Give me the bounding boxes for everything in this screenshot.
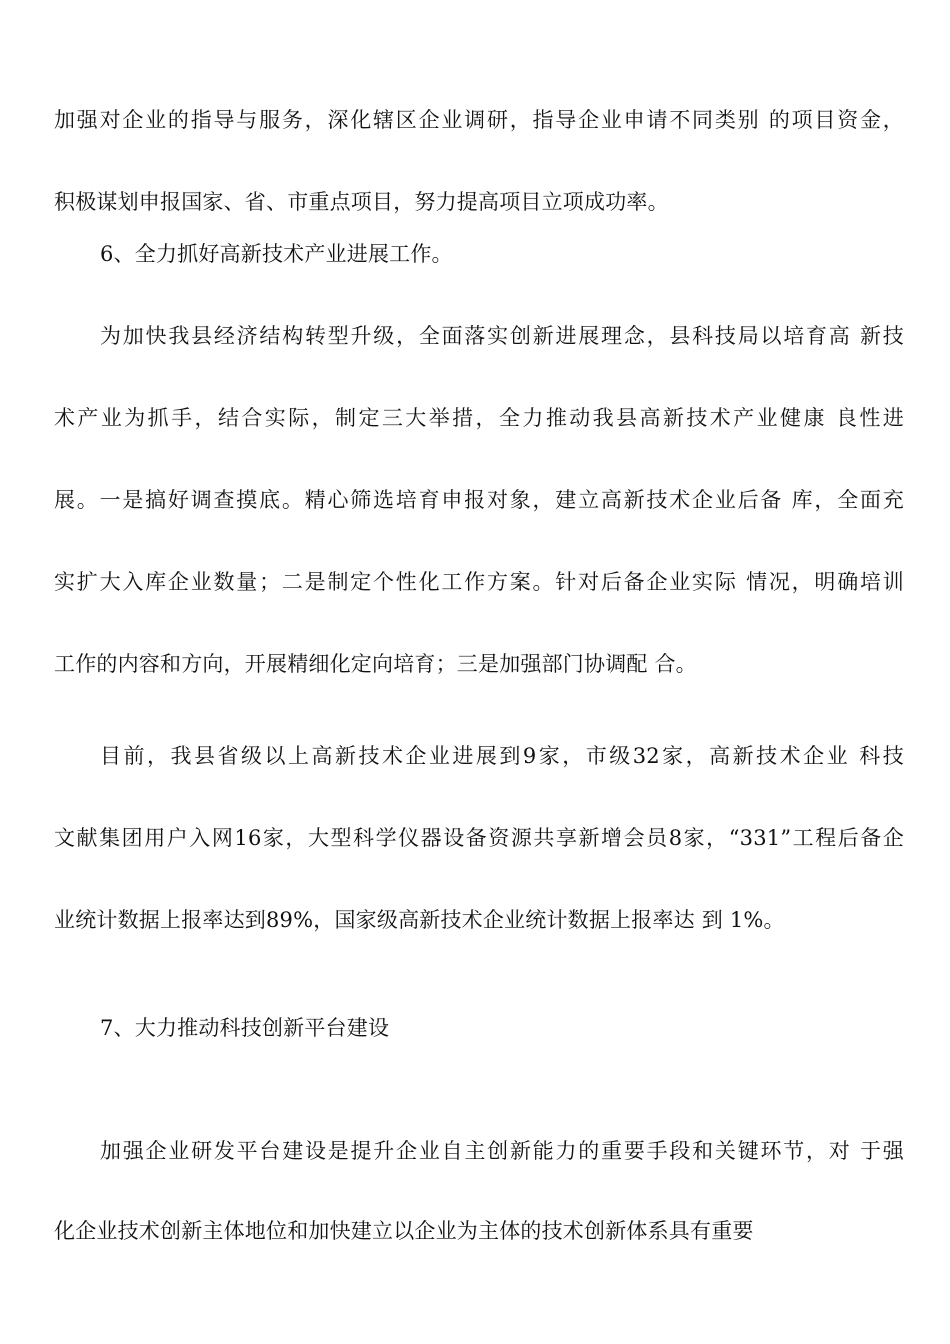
paragraph-line: 文献集团用户入网16家，大型科学仪器设备资源共享新增会员8家，“331”工程后备企 [54,826,904,850]
paragraph-line: 为加快我县经济结构转型升级，全面落实创新进展理念，县科技局以培育高 新技 [100,324,904,348]
paragraph-line: 展。一是搞好调查摸底。精心筛选培育申报对象，建立高新技术企业后备 库，全面充 [54,488,904,512]
paragraph-line: 积极谋划申报国家、省、市重点项目，努力提高项目立项成功率。 [54,190,669,214]
paragraph-line: 加强企业研发平台建设是提升企业自主创新能力的重要手段和关键环节，对 于强 [100,1139,904,1163]
paragraph-line: 化企业技术创新主体地位和加快建立以企业为主体的技术创新体系具有重要 [54,1219,754,1243]
paragraph-line: 实扩大入库企业数量；二是制定个性化工作方案。针对后备企业实际 情况，明确培训 [54,570,904,594]
paragraph-line: 加强对企业的指导与服务，深化辖区企业调研，指导企业申请不同类别 的项目资金， [54,108,904,132]
paragraph-line: 目前，我县省级以上高新技术企业进展到9家，市级32家，高新技术企业 科技 [100,744,904,768]
paragraph-line: 工作的内容和方向，开展精细化定向培育；三是加强部门协调配 合。 [54,652,697,676]
paragraph-line: 业统计数据上报率达到89%，国家级高新技术企业统计数据上报率达 到 1%。 [54,908,785,932]
paragraph-line: 术产业为抓手，结合实际，制定三大举措，全力推动我县高新技术产业健康 良性进 [54,406,904,430]
section-heading: 6、全力抓好高新技术产业进展工作。 [100,242,453,266]
section-heading: 7、大力推动科技创新平台建设 [100,1016,390,1040]
